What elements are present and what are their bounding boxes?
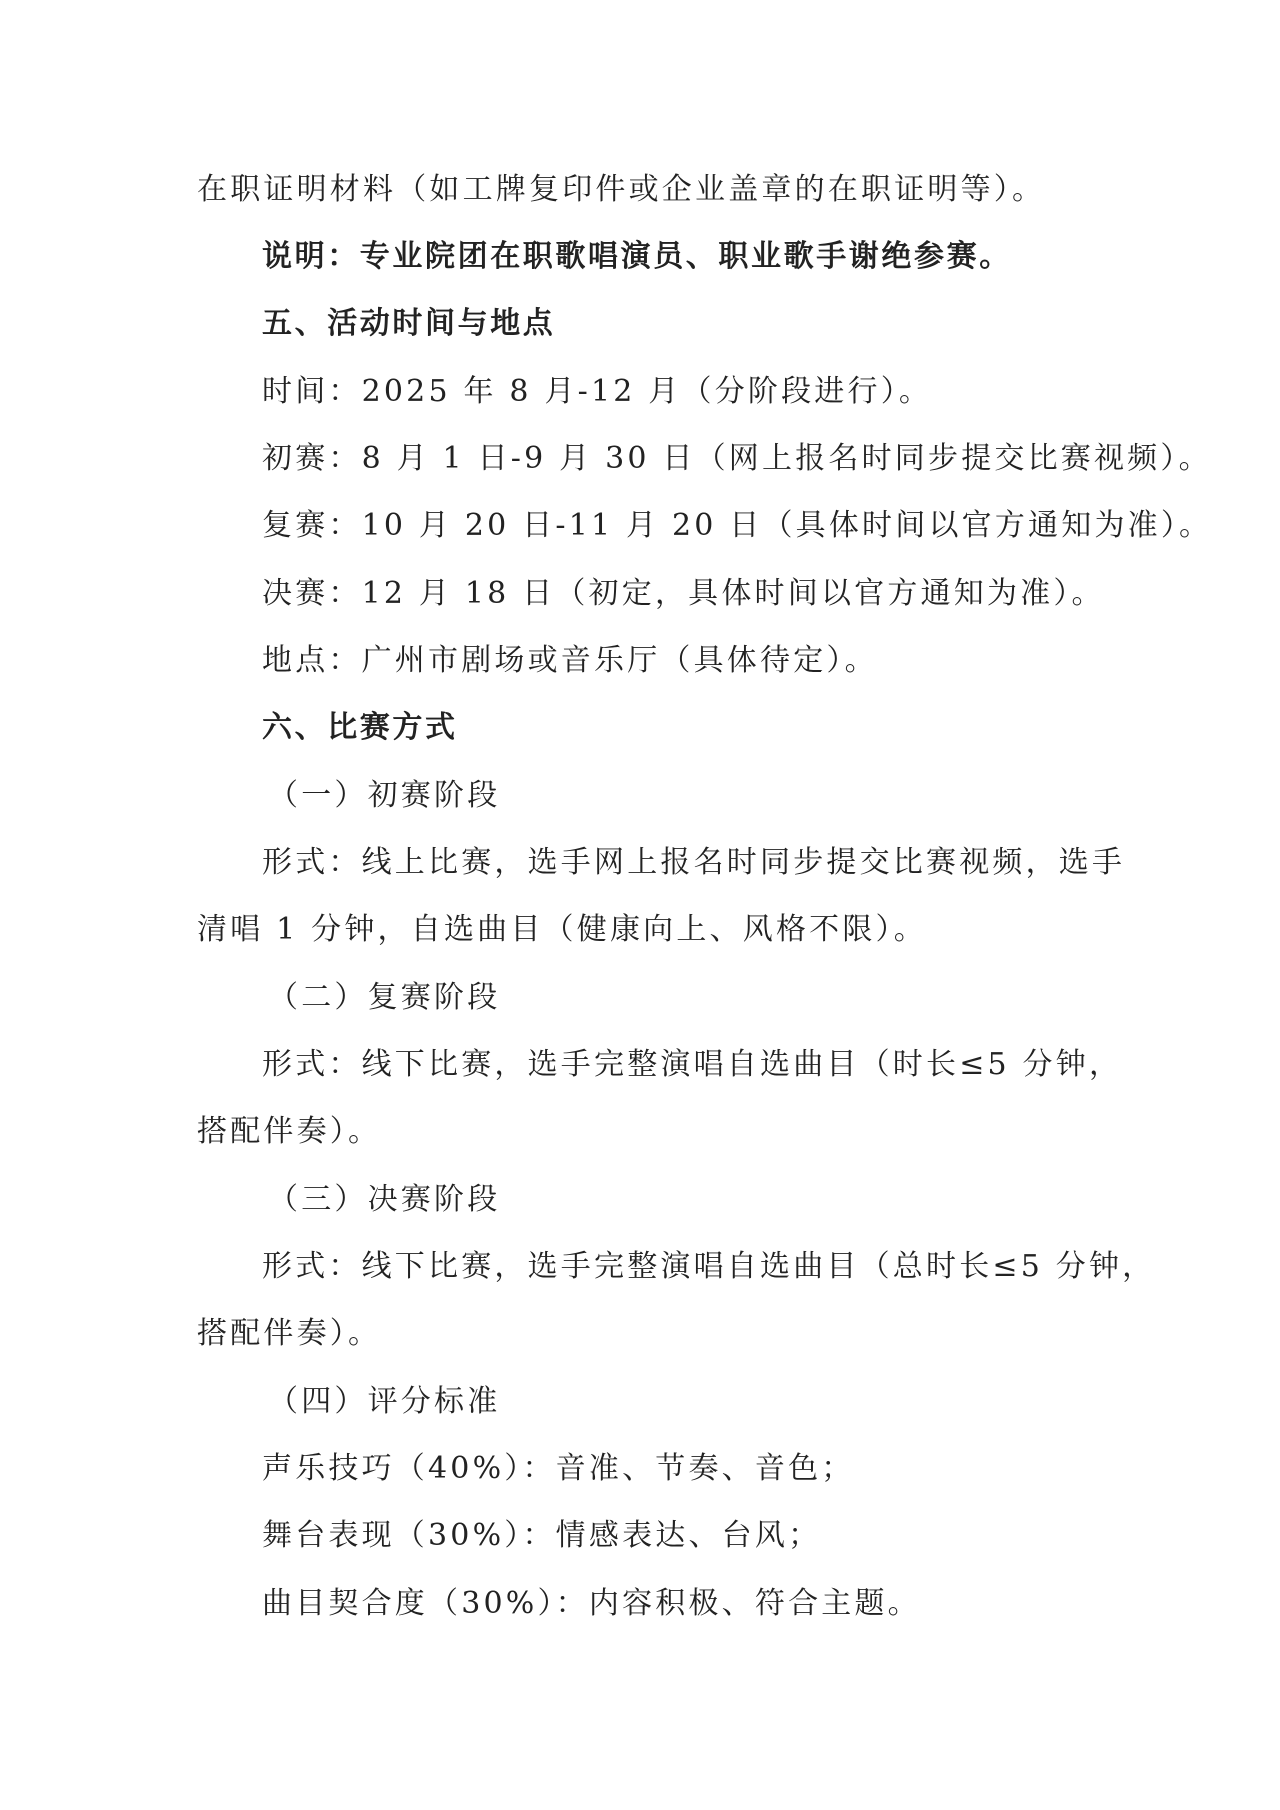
note-line: 说明：专业院团在职歌唱演员、职业歌手谢绝参赛。 <box>262 239 1012 274</box>
text-line: 舞台表现（30%）：情感表达、台风； <box>262 1518 822 1553</box>
text-line: 清唱 1 分钟，自选曲目（健康向上、风格不限）。 <box>197 912 927 947</box>
text-line: 搭配伴奏）。 <box>197 1114 382 1149</box>
text-line: 在职证明材料（如工牌复印件或企业盖章的在职证明等）。 <box>197 172 1046 207</box>
text-line: 地点：广州市剧场或音乐厅（具体待定）。 <box>262 643 878 678</box>
text-line: 初赛：8 月 1 日-9 月 30 日（网上报名时同步提交比赛视频）。 <box>262 441 1212 476</box>
text-line: 形式：线上比赛，选手网上报名时同步提交比赛视频，选手 <box>262 845 1126 880</box>
subsection-heading: （三）决赛阶段 <box>268 1182 501 1217</box>
text-line: 复赛：10 月 20 日-11 月 20 日（具体时间以官方通知为准）。 <box>262 508 1213 543</box>
text-line: 曲目契合度（30%）：内容积极、符合主题。 <box>262 1586 921 1621</box>
text-line: 决赛：12 月 18 日（初定，具体时间以官方通知为准）。 <box>262 576 1105 611</box>
text-line: 形式：线下比赛，选手完整演唱自选曲目（总时长≤5 分钟， <box>262 1249 1156 1284</box>
text-line: 形式：线下比赛，选手完整演唱自选曲目（时长≤5 分钟， <box>262 1047 1123 1082</box>
subsection-heading: （一）初赛阶段 <box>268 778 501 813</box>
section-heading: 六、比赛方式 <box>262 710 458 745</box>
text-line: 声乐技巧（40%）：音准、节奏、音色； <box>262 1451 855 1486</box>
subsection-heading: （四）评分标准 <box>268 1384 501 1419</box>
text-line: 时间：2025 年 8 月-12 月（分阶段进行）。 <box>262 374 933 409</box>
subsection-heading: （二）复赛阶段 <box>268 980 501 1015</box>
text-line: 搭配伴奏）。 <box>197 1316 382 1351</box>
section-heading: 五、活动时间与地点 <box>262 306 556 341</box>
